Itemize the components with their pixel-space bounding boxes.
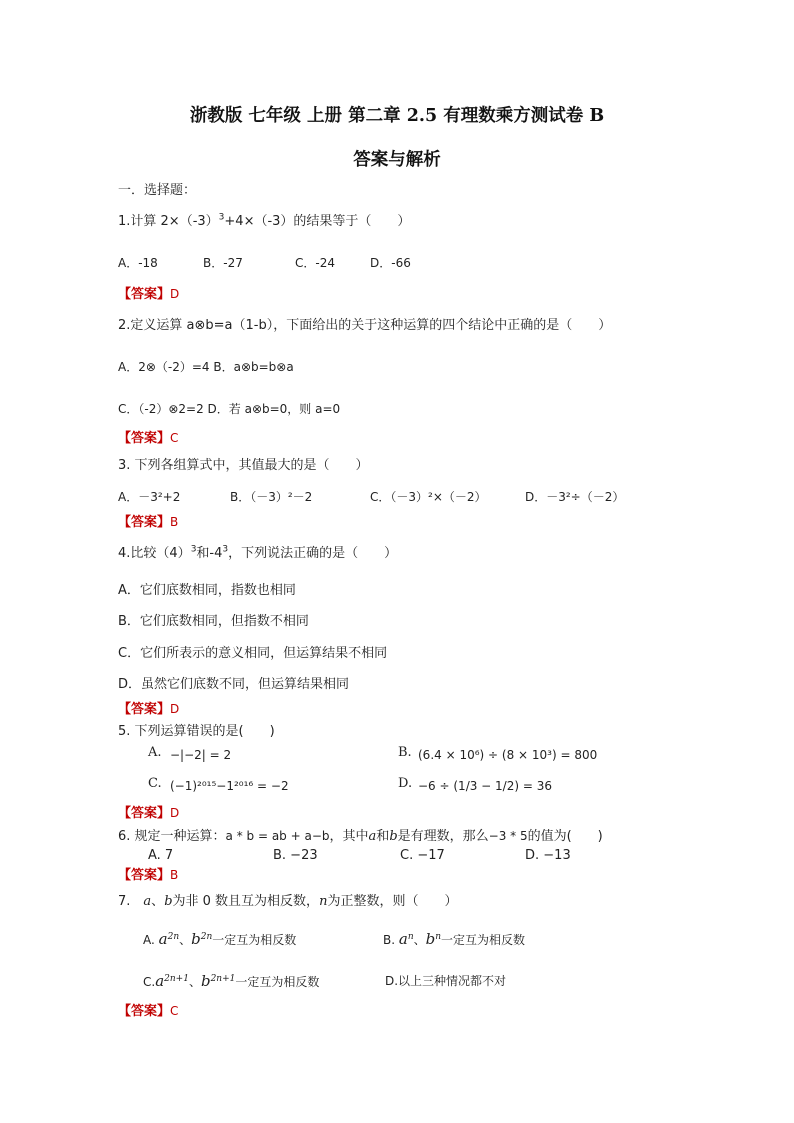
q3-answer: 【答案】B [118,515,179,530]
q3-option-c: C．（－3）²×（－2） [370,490,487,504]
q6-option-c: C. −17 [400,848,445,863]
document-title: 浙教版 七年级 上册 第二章 2.5 有理数乘方测试卷 B [189,106,605,126]
q3-option-b: B．（－3）²－2 [230,490,313,504]
q5-option-d: −6 ÷ (1/3 − 1/2) = 36 [418,779,552,793]
q7-answer: 【答案】C [118,1004,179,1019]
q6-option-a: A. 7 [148,848,174,863]
question-4-stem: 4.比较$(4)^3$和$-4^3$，下列说法正确的是（ ） [118,544,398,561]
q2-options-row-1: A．2⊗（-2）=4 B．a⊗b=b⊗a [118,360,294,374]
question-6-stem: 6. 规定一种运算：a * b = ab + a−b，其中a和b是有理数，那么−3 * 5的值为( ) [118,829,603,844]
q5-option-b: (6.4 × 10⁶) ÷ (8 × 10³) = 800 [418,748,598,762]
q7-option-c: $C.a^{2n+1}$、$b^{2n+1}$一定互为相反数 [143,972,320,990]
q2-options-row-2: C．（-2）⊗2=2 D．若 a⊗b=0，则 a=0 [118,402,341,416]
question-1-stem: 1.计算 $2\times(-3)^3+4\times(-3)$的结果等于（ ） [118,212,411,229]
q7-option-a: A. $a^{2n}$、$b^{2n}$一定互为相反数 [143,930,297,948]
question-7-stem: 7. a、b为非 0 数且互为相反数，n为正整数，则（ ） [118,894,458,909]
q1-option-b: B．-27 [203,256,243,270]
q5-option-c: (−1)²⁰¹⁵−1²⁰¹⁶ = −2 [170,779,289,793]
q4-answer: 【答案】D [118,702,180,717]
q3-option-a: A．－3²+2 [118,490,181,504]
q4-option-b: B．它们底数相同，但指数不相同 [118,614,309,629]
q6-option-d: D. −13 [525,848,571,863]
q2-answer: 【答案】C [118,431,179,446]
section-heading: 一．选择题： [118,183,197,198]
q1-option-c: C．-24 [295,256,335,270]
q1-answer: 【答案】D [118,287,180,302]
q5-answer: 【答案】D [118,806,180,821]
q5-label-a: A. [148,745,162,760]
document-subtitle: 答案与解析 [353,150,441,170]
question-5-stem: 5. 下列运算错误的是( ) [118,724,275,739]
question-2-stem: 2.定义运算 a⊗b=a（1-b），下面给出的关于这种运算的四个结论中正确的是（ ） [118,318,612,333]
q6-option-b: B. −23 [273,848,318,863]
q4-option-c: C．它们所表示的意义相同，但运算结果不相同 [118,646,388,661]
q4-option-d: D．虽然它们底数不同，但运算结果相同 [118,677,350,692]
q5-label-b: B. [398,745,412,760]
q1-option-a: A．-18 [118,256,158,270]
q5-option-a: −|−2| = 2 [170,748,232,762]
q3-option-d: D．－3²÷（－2） [525,490,625,504]
q1-option-d: D．-66 [370,256,411,270]
q5-label-d: D. [398,776,413,791]
q5-label-c: C. [148,776,162,791]
q7-option-b: B. $a^n$、$b^n$一定互为相反数 [383,930,526,948]
q4-option-a: A．它们底数相同，指数也相同 [118,583,296,598]
q7-option-d: D.以上三种情况都不对 [385,974,507,988]
question-3-stem: 3. 下列各组算式中，其值最大的是（ ） [118,458,369,473]
q6-answer: 【答案】B [118,868,179,883]
